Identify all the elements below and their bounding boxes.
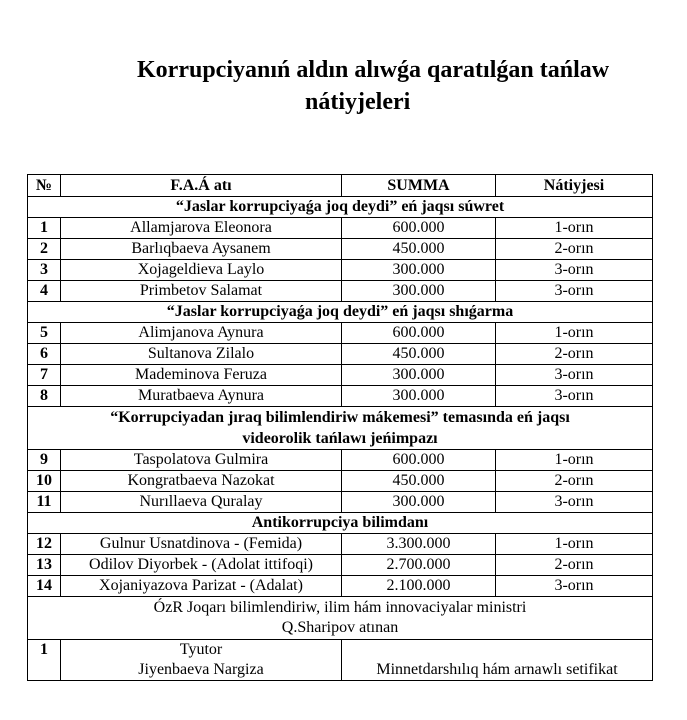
document-title-line-2: nátiyjeleri — [305, 89, 411, 115]
cell-sum: 600.000 — [342, 218, 496, 239]
section-title-line-2: videorolik tańlawı jeńimpazı — [242, 430, 438, 447]
cell-number: 5 — [28, 323, 61, 344]
cell-name: Alimjanova Aynura — [61, 323, 342, 344]
ministry-row — [28, 597, 653, 640]
cell-result: 3-orın — [496, 365, 653, 386]
table-row — [28, 260, 653, 281]
table-row — [28, 555, 653, 576]
cell-result: 1-orın — [496, 218, 653, 239]
table-row — [28, 492, 653, 513]
section-title-line-1: “Korrupciyadan jıraq bilimlendiriw mákemesi” temasında eń jaqsı — [110, 409, 570, 426]
ministry-line-1: ÓzR Joqarı bilimlendiriw, ilim hám innovaciyalar ministri — [153, 599, 527, 616]
cell-number: 3 — [28, 260, 61, 281]
section-title: “Jaslar korrupciyaǵa joq deydi” eń jaqsı súwret — [28, 197, 653, 218]
cell-name: Sultanova Zilalo — [61, 344, 342, 365]
table-row — [28, 534, 653, 555]
cell-name: Xojaniyazova Parizat - (Adalat) — [61, 576, 342, 597]
ministry-line-2: Q.Sharipov atınan — [281, 619, 399, 636]
cell-result: 3-orın — [496, 260, 653, 281]
section-title: Antikorrupciya bilimdanı — [28, 513, 653, 534]
tutor-name: Jiyenbaeva Nargiza — [138, 661, 264, 678]
cell-sum: 300.000 — [342, 260, 496, 281]
cell-sum: 2.100.000 — [342, 576, 496, 597]
cell-sum: 450.000 — [342, 471, 496, 492]
cell-result: 2-orın — [496, 239, 653, 260]
cell-result: 1-orın — [496, 534, 653, 555]
cell-name: Gulnur Usnatdinova - (Femida) — [61, 534, 342, 555]
cell-number: 6 — [28, 344, 61, 365]
cell-sum: 600.000 — [342, 323, 496, 344]
tutor-role: Tyutor — [179, 641, 223, 658]
table-row — [28, 386, 653, 407]
cell-result: 3-orın — [496, 386, 653, 407]
section-header-row — [28, 197, 653, 218]
header-name: F.A.Á atı — [61, 175, 342, 197]
cell-award: Minnetdarshılıq hám arnawlı setifikat — [342, 640, 653, 681]
ministry-title — [28, 597, 653, 640]
cell-number: 14 — [28, 576, 61, 597]
section-title — [28, 407, 653, 450]
table-row — [28, 344, 653, 365]
results-table — [27, 174, 653, 681]
cell-name: Xojageldieva Laylo — [61, 260, 342, 281]
cell-tutor-name — [61, 640, 342, 681]
cell-sum: 3.300.000 — [342, 534, 496, 555]
table-row — [28, 471, 653, 492]
section-header-row — [28, 513, 653, 534]
cell-sum: 600.000 — [342, 450, 496, 471]
table-row — [28, 576, 653, 597]
cell-name: Muratbaeva Aynura — [61, 386, 342, 407]
cell-sum: 300.000 — [342, 492, 496, 513]
cell-name: Odilov Diyorbek - (Adolat ittifoqi) — [61, 555, 342, 576]
table-header-row — [28, 175, 653, 197]
section-header-row — [28, 407, 653, 450]
cell-sum: 300.000 — [342, 386, 496, 407]
table-row — [28, 323, 653, 344]
cell-name: Mademinova Feruza — [61, 365, 342, 386]
cell-sum: 450.000 — [342, 239, 496, 260]
cell-number: 10 — [28, 471, 61, 492]
cell-name: Kongratbaeva Nazokat — [61, 471, 342, 492]
cell-sum: 2.700.000 — [342, 555, 496, 576]
cell-name: Taspolatova Gulmira — [61, 450, 342, 471]
document-title — [0, 54, 687, 118]
cell-result: 2-orın — [496, 344, 653, 365]
cell-number: 7 — [28, 365, 61, 386]
cell-result: 2-orın — [496, 471, 653, 492]
header-number: № — [28, 175, 61, 197]
table-row — [28, 281, 653, 302]
cell-sum: 300.000 — [342, 281, 496, 302]
cell-result: 1-orın — [496, 323, 653, 344]
cell-number: 13 — [28, 555, 61, 576]
cell-sum: 450.000 — [342, 344, 496, 365]
cell-number: 1 — [28, 640, 61, 681]
cell-result: 3-orın — [496, 281, 653, 302]
cell-result: 1-orın — [496, 450, 653, 471]
table-row — [28, 450, 653, 471]
cell-name: Barlıqbaeva Aysanem — [61, 239, 342, 260]
table-row — [28, 239, 653, 260]
cell-number: 9 — [28, 450, 61, 471]
tutor-row — [28, 640, 653, 681]
cell-result: 2-orın — [496, 555, 653, 576]
cell-number: 1 — [28, 218, 61, 239]
document-title-line-1: Korrupciyanıń aldın alıwǵa qaratılǵan tańlaw — [137, 57, 610, 83]
cell-result: 3-orın — [496, 492, 653, 513]
cell-number: 8 — [28, 386, 61, 407]
section-header-row — [28, 302, 653, 323]
cell-name: Primbetov Salamat — [61, 281, 342, 302]
table-row — [28, 218, 653, 239]
section-title: “Jaslar korrupciyaǵa joq deydi” eń jaqsı shıǵarma — [28, 302, 653, 323]
cell-sum: 300.000 — [342, 365, 496, 386]
cell-name: Nurıllaeva Quralay — [61, 492, 342, 513]
cell-name: Allamjarova Eleonora — [61, 218, 342, 239]
table-row — [28, 365, 653, 386]
header-result: Nátiyjesi — [496, 175, 653, 197]
cell-result: 3-orın — [496, 576, 653, 597]
cell-number: 12 — [28, 534, 61, 555]
header-sum: SUMMA — [342, 175, 496, 197]
cell-number: 2 — [28, 239, 61, 260]
cell-number: 4 — [28, 281, 61, 302]
cell-number: 11 — [28, 492, 61, 513]
